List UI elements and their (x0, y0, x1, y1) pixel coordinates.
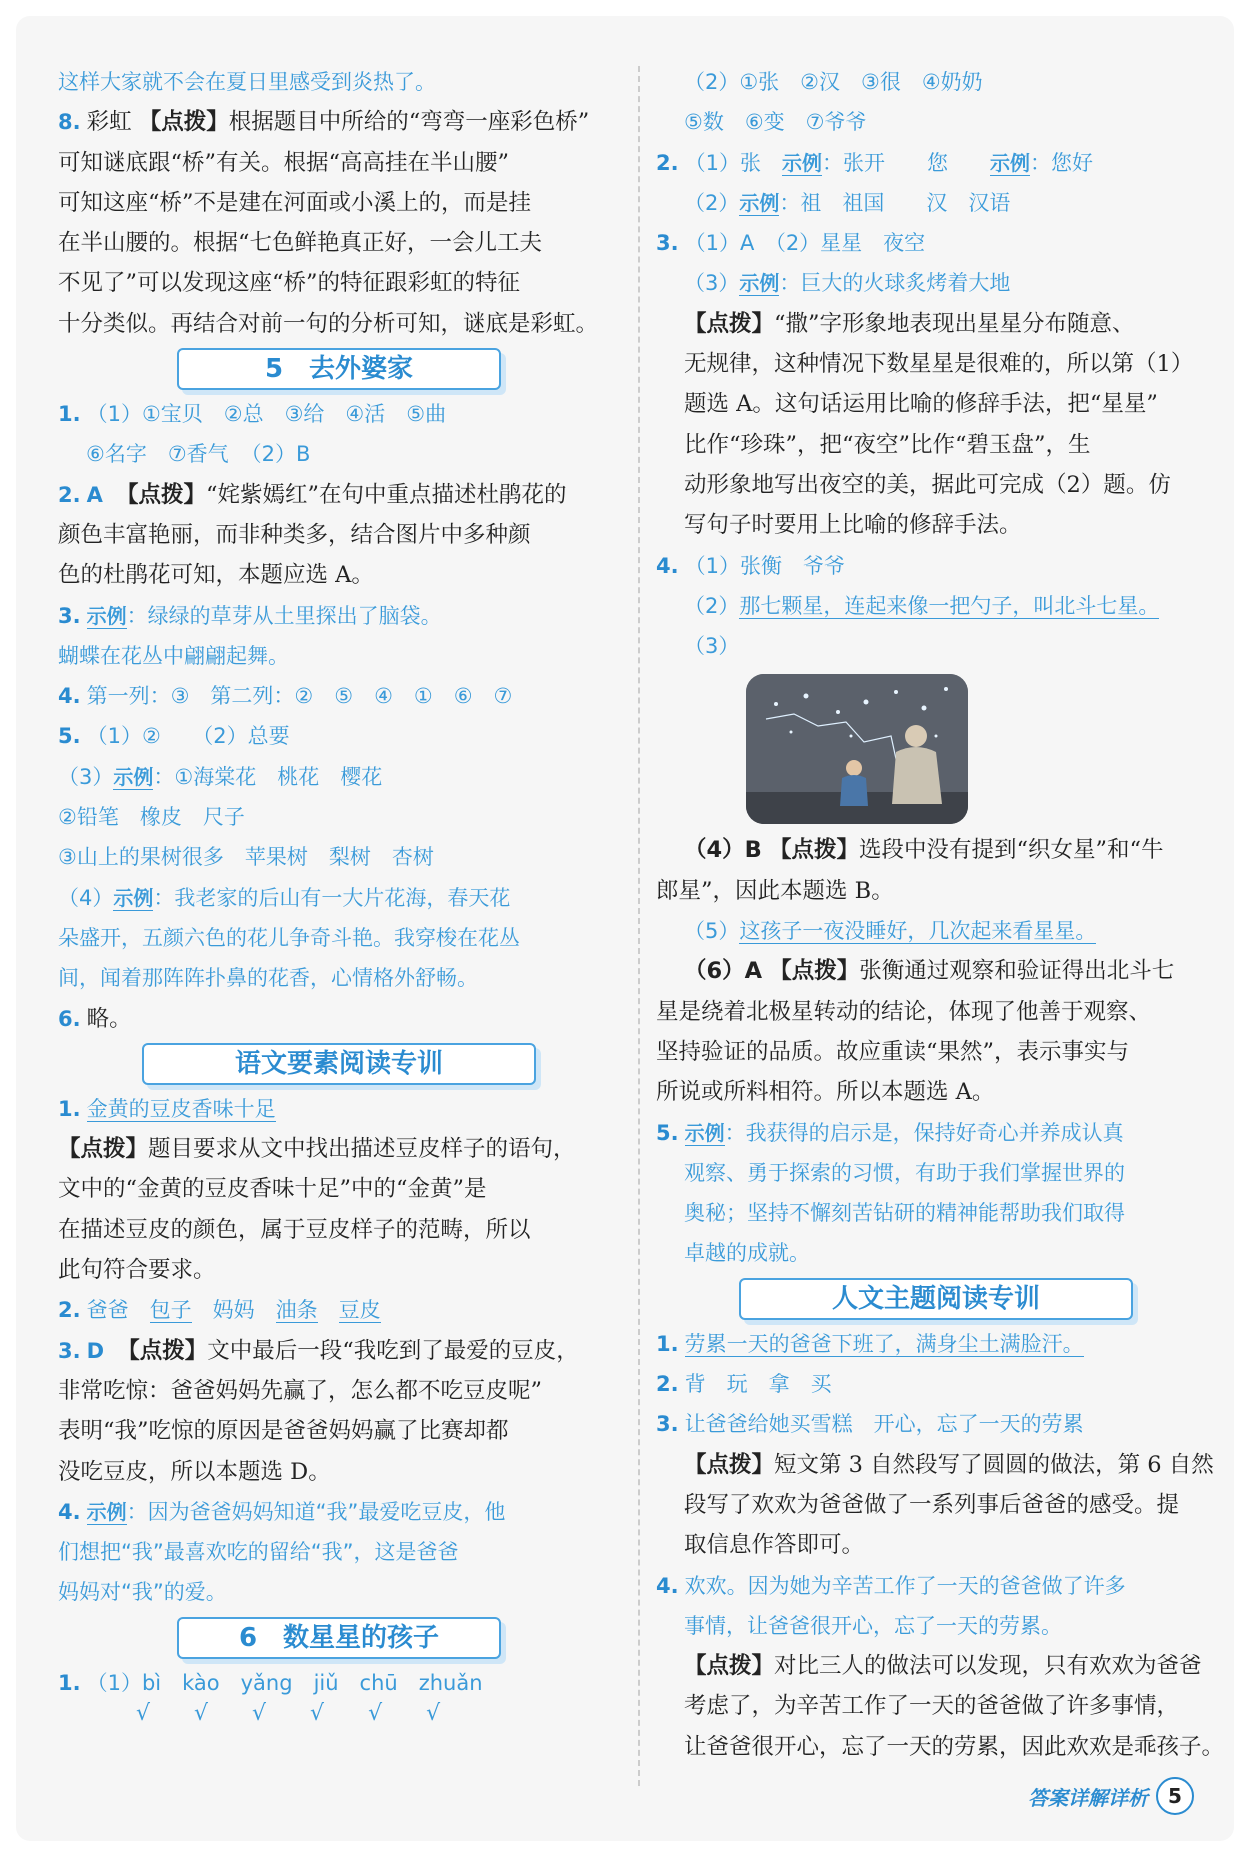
answer-q3: 3. 让爸爸给她买雪糕 开心，忘了一天的劳累 (656, 1412, 1084, 1437)
answer-line: 妈妈对“我”的爱。 (58, 1580, 227, 1605)
answer-q5: 5. 示例：我获得的启示是，保持好奇心并养成认真 (656, 1120, 1124, 1145)
answer-line: 卓越的成就。 (684, 1241, 810, 1266)
answer-q4: 4. 欢欢。因为她为辛苦工作了一天的爸爸做了许多 (656, 1573, 1126, 1598)
answer-line: ⑤数 ⑥变 ⑦爷爷 (684, 110, 867, 135)
answer-q3: 3. D 【点拨】文中最后一段“我吃到了最爱的豆皮， (58, 1337, 579, 1364)
answer-q3: 3. 示例：绿绿的草芽从土里探出了脑袋。 (58, 603, 442, 628)
answer-line: 蝴蝶在花丛中翩翩起舞。 (58, 643, 289, 668)
answer-line: ⑥名字 ⑦香气 （2）B (86, 442, 311, 467)
explanation-line: 取信息作答即可。 (684, 1532, 865, 1559)
answer-q4: 4. （1）张衡 爷爷 (656, 553, 845, 578)
explanation-line: 考虑了，为辛苦工作了一天的爸爸做了许多事情， (684, 1693, 1180, 1720)
answer-line: （4）B 【点拨】选段中没有提到“织女星”和“牛 (684, 837, 1164, 864)
stargazing-illustration (746, 674, 968, 824)
explanation-line: 色的杜鹃花可知，本题应选 A。 (58, 562, 374, 589)
answer-line: （2）①张 ②汉 ③很 ④奶奶 (684, 70, 983, 94)
page-footer (1028, 1777, 1194, 1815)
answer-page (16, 16, 1234, 1841)
answer-line: 奥秘；坚持不懈刻苦钻研的精神能帮助我们取得 (684, 1201, 1125, 1226)
explanation-line: 不见了”可以发现这座“桥”的特征跟彩虹的特征 (58, 270, 521, 297)
answer-q6: 6. 略。 (58, 1005, 132, 1032)
explanation-line: 此句符合要求。 (58, 1257, 216, 1284)
answer-line: （6）A 【点拨】张衡通过观察和验证得出北斗七 (684, 958, 1175, 985)
page-number: 5 (1156, 1777, 1194, 1815)
explanation-line: 无规律，这种情况下数星星是很难的，所以第（1） (684, 351, 1194, 378)
answer-line: （2）示例：祖 祖国 汉 汉语 (684, 190, 1011, 215)
answer-line: （5）这孩子一夜没睡好，几次起来看星星。 (684, 919, 1097, 944)
answer-line: （2）那七颗星，连起来像一把勺子，叫北斗七星。 (684, 593, 1160, 618)
explanation-line: 非常吃惊：爸爸妈妈先赢了，怎么都不吃豆皮呢” (58, 1377, 543, 1404)
answer-q2: 2. A 【点拨】“姹紫嫣红”在句中重点描述杜鹃花的 (58, 481, 567, 508)
explanation-line: 题选 A。这句话运用比喻的修辞手法，把“星星” (684, 391, 1158, 418)
answer-line: 事情，让爸爸很开心，忘了一天的劳累。 (684, 1613, 1062, 1638)
answer-line: （3）示例：①海棠花 桃花 樱花 (58, 764, 383, 789)
explanation-line: 在半山腰的。根据“七色鲜艳真正好，一会儿工夫 (58, 230, 543, 257)
explanation-line: 【点拨】短文第 3 自然段写了圆圆的做法，第 6 自然 (684, 1451, 1214, 1478)
answer-q2: 2. （1）张 示例：张开 您 示例：您好 (656, 150, 1093, 175)
answer-line: 观察、勇于探索的习惯，有助于我们掌握世界的 (684, 1160, 1125, 1185)
explanation-line: 所说或所料相符。所以本题选 A。 (656, 1079, 995, 1106)
explanation-line: 可知这座“桥”不是建在河面或小溪上的，而是挂 (58, 189, 532, 216)
answer-q5: 5. （1）② （2）总要 (58, 724, 290, 749)
section-title-yuwen: 语文要素阅读专训 (142, 1043, 536, 1085)
night-sky-image (746, 674, 968, 824)
explanation-line: 星是绕着北极星转动的结论，体现了他善于观察、 (656, 998, 1152, 1025)
answer-q1: 1. 金黄的豆皮香味十足 (58, 1096, 276, 1121)
right-column (656, 62, 1225, 1767)
explanation-line: 动形象地写出夜空的美，据此可完成（2）题。仿 (684, 471, 1171, 498)
answer-line: （3）示例：巨大的火球炙烤着大地 (684, 271, 1011, 296)
footer-title: 答案详解详析 (1028, 1785, 1148, 1810)
answer-q1: 1. 劳累一天的爸爸下班了，满身尘土满脸汗。 (656, 1331, 1084, 1356)
section-title-renwen: 人文主题阅读专训 (739, 1278, 1133, 1320)
explanation-line: 坚持验证的品质。故应重读“果然”，表示事实与 (656, 1038, 1130, 1065)
column-divider (638, 66, 640, 1786)
explanation-line: 在描述豆皮的颜色，属于豆皮样子的范畴，所以 (58, 1216, 531, 1243)
answer-line: （3） (684, 634, 740, 659)
answer-q4: 4. 第一列：③ 第二列：② ⑤ ④ ① ⑥ ⑦ (58, 684, 513, 709)
explanation-line: 文中的“金黄的豆皮香味十足”中的“金黄”是 (58, 1176, 487, 1203)
explanation-line: 没吃豆皮，所以本题选 D。 (58, 1458, 331, 1485)
section-title-lesson5: 5 去外婆家 (177, 348, 501, 390)
explanation-line: 表明“我”吃惊的原因是爸爸妈妈赢了比赛却都 (58, 1418, 509, 1445)
answer-q8: 8. 彩虹 【点拨】根据题目中所给的“弯弯一座彩色桥” (58, 109, 590, 136)
explanation-line: 【点拨】题目要求从文中找出描述豆皮样子的语句， (58, 1136, 576, 1163)
answer-q2: 2. 背 玩 拿 买 (656, 1372, 832, 1397)
answer-line: ③山上的果树很多 苹果树 梨树 杏树 (58, 845, 434, 870)
explanation-line: 写句子时要用上比喻的修辞手法。 (684, 512, 1022, 539)
explanation-line: 段写了欢欢为爸爸做了一系列事后爸爸的感受。提 (684, 1491, 1180, 1518)
explanation-line: 颜色丰富艳丽，而非种类多，结合图片中多种颜 (58, 521, 531, 548)
answer-line: ②铅笔 橡皮 尺子 (58, 805, 245, 830)
check-marks: √ √ √ √ √ √ (136, 1700, 441, 1726)
answer-q1-pinyin: 1. （1）bì kào yǎng jiǔ chū zhuǎn (58, 1670, 483, 1695)
explanation-line: 可知谜底跟“桥”有关。根据“高高挂在半山腰” (58, 149, 510, 176)
answer-line: 这样大家就不会在夏日里感受到炎热了。 (58, 70, 436, 94)
explanation-line: 【点拨】“撒”字形象地表现出星星分布随意、 (684, 310, 1135, 337)
answer-q2: 2. 爸爸 包子 妈妈 油条 豆皮 (58, 1298, 381, 1323)
answer-q1: 1. （1）①宝贝 ②总 ③给 ④活 ⑤曲 (58, 402, 447, 427)
answer-line: 间，闻着那阵阵扑鼻的花香，心情格外舒畅。 (58, 966, 478, 991)
answer-q3: 3. （1）A （2）星星 夜空 (656, 231, 926, 256)
explanation-line: 比作“珍珠”，把“夜空”比作“碧玉盘”，生 (684, 431, 1091, 458)
answer-line: （4）示例：我老家的后山有一大片花海，春天花 (58, 885, 511, 910)
answer-line: 朵盛开，五颜六色的花儿争奇斗艳。我穿梭在花丛 (58, 925, 520, 950)
answer-line: 们想把“我”最喜欢吃的留给“我”，这是爸爸 (58, 1540, 459, 1565)
answer-q4: 4. 示例：因为爸爸妈妈知道“我”最爱吃豆皮，他 (58, 1499, 506, 1524)
explanation-line: 郎星”，因此本题选 B。 (656, 877, 894, 904)
left-column (58, 62, 620, 1725)
explanation-line: 【点拨】对比三人的做法可以发现，只有欢欢为爸爸 (684, 1653, 1202, 1680)
explanation-line: 让爸爸很开心，忘了一天的劳累，因此欢欢是乖孩子。 (684, 1733, 1225, 1760)
explanation-line: 十分类似。再结合对前一句的分析可知，谜底是彩虹。 (58, 310, 599, 337)
section-title-lesson6: 6 数星星的孩子 (177, 1617, 501, 1659)
